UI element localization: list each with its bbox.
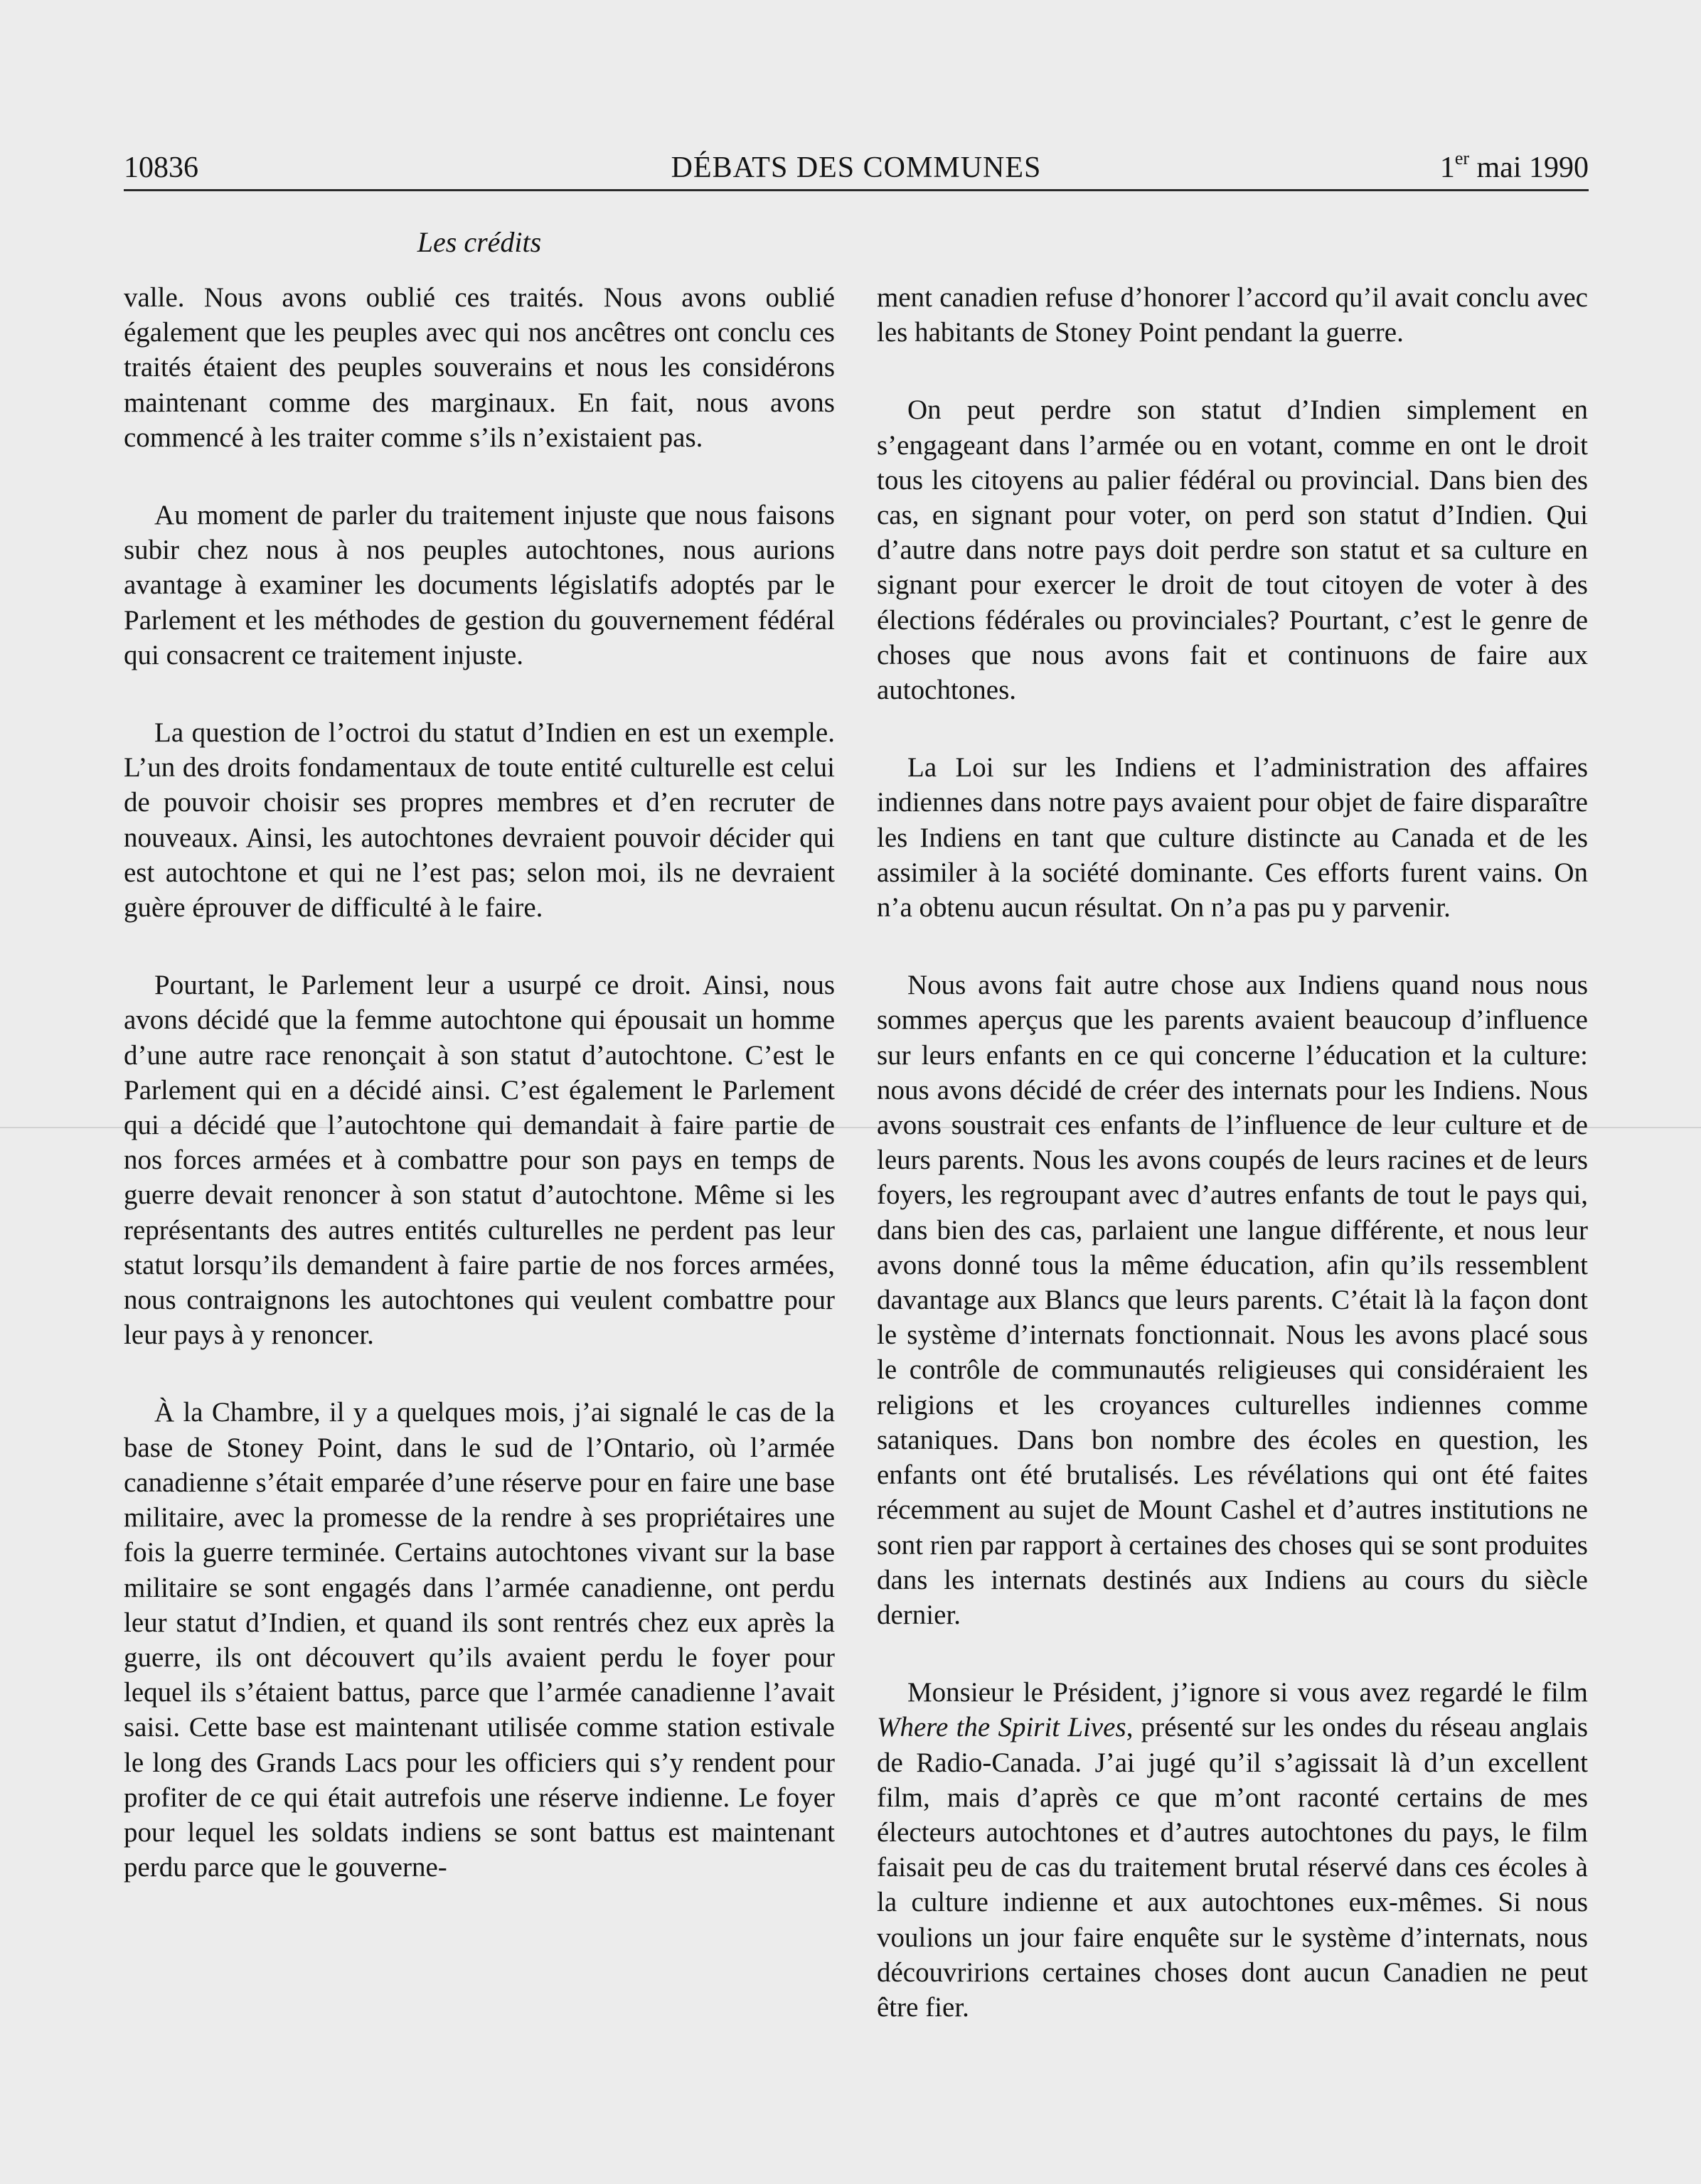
paragraph: ment canadien refuse d’honorer l’accord qu’il avait conclu avec les habitants de Stoney Point pendant la guerre. [877, 282, 1588, 348]
section-title: Les crédits [417, 226, 542, 258]
paragraph-text: Monsieur le Président, j’ignore si vous avez regardé le film [907, 1677, 1588, 1708]
paragraph-text: , présenté sur les ondes du réseau anglais de Radio-Canada. J’ai jugé qu’il s’agissait là d’un excellent film, mais d’après ce que m’ont raconté certains de mes électeurs autochtones et d’autres autochtones du pays, le film faisait peu de cas du traitement brutal réservé dans ces écoles à la culture indienne et aux autochtones eux-mêmes. Si nous voulions un jour faire enquête sur le système d’internats, nous découvririons certaines choses dont aucun Canadien ne peut être fier. [877, 1712, 1589, 2023]
film-title: Where the Spirit Lives [877, 1712, 1126, 1743]
date-month-year: mai 1990 [1469, 151, 1589, 184]
page-number: 10836 [124, 151, 198, 184]
paragraph: Pourtant, le Parlement leur a usurpé ce droit. Ainsi, nous avons décidé que la femme autochtone qui épousait un homme d’une autre race renonçait à son statut d’autochtone. C’est le Parlement qui en a décidé ainsi. C’est également le Parlement qui a décidé que l’autochtone qui demandait à faire partie de nos forces armées et à combattre pour son pays en temps de guerre devait renoncer à son statut d’autochtone. Même si les représentants des autres entités culturelles ne perdent pas leur statut lorsqu’ils demandent à faire partie de nos forces armées, nous contraignons les autochtones qui veulent combattre pour leur pays à y renoncer. [124, 970, 835, 1351]
paragraph: La question de l’octroi du statut d’Indien en est un exemple. L’un des droits fondamentaux de toute entité culturelle est celui de pouvoir choisir ses propres membres et d’en recruter de nouveaux. Ainsi, les autochtones devraient pouvoir décider qui est autochtone et qui ne l’est pas; selon moi, ils ne devraient guère éprouver de difficulté à le faire. [124, 717, 835, 924]
date-superscript: er [1454, 148, 1470, 168]
paragraph: À la Chambre, il y a quelques mois, j’ai signalé le cas de la base de Stoney Point, dans le sud de l’Ontario, où l’armée canadienne s’était emparée d’une réserve pour en faire une base militaire, avec la promesse de la rendre à ses propriétaires une fois la guerre terminée. Certains autochtones vivant sur la base militaire se sont engagés dans l’armée canadienne, ont perdu leur statut d’Indien, et quand ils sont rentrés chez eux après la guerre, ils ont découvert qu’ils avaient perdu le foyer pour lequel ils s’étaient battus, parce que l’armée canadienne l’avait saisi. Cette base est maintenant utilisée comme station estivale le long des Grands Lacs pour les officiers qui s’y rendent pour profiter de ce qui était autrefois une réserve indienne. Le foyer pour lequel les soldats indiens se sont battus est maintenant perdu parce que le gouverne- [124, 1397, 835, 1883]
paragraph: La Loi sur les Indiens et l’administration des affaires indiennes dans notre pays avaient pour objet de faire disparaître les Indiens en tant que culture distincte au Canada et de les assimiler à la société dominante. Ces efforts furent vains. On n’a obtenu aucun résultat. On n’a pas pu y parvenir. [877, 752, 1588, 924]
paragraph: valle. Nous avons oublié ces traités. Nous avons oublié également que les peuples avec qui nos ancêtres ont conclu ces traités étaient des peuples souverains et nous les considérons maintenant comme des marginaux. En fait, nous avons commencé à les traiter comme s’ils n’existaient pas. [124, 282, 835, 453]
paragraph: Nous avons fait autre chose aux Indiens quand nous nous sommes aperçus que les parents avaient beaucoup d’influence sur leurs enfants en ce qui concerne l’éducation et la culture: nous avons décidé de créer des internats pour les Indiens. Nous avons soustrait ces enfants de l’influence de leur culture et de leurs parents. Nous les avons coupés de leurs racines et de leurs foyers, les regroupant avec d’autres enfants de tout le pays qui, dans bien des cas, parlaient une langue différente, et nous leur avons donné tous la même éducation, afin qu’ils ressemblent davantage aux Blancs que leurs parents. C’était là la façon dont le système d’internats fonctionnait. Nous les avons placé sous le contrôle de communautés religieuses qui considéraient les religions et les croyances culturelles indiennes comme sataniques. Dans bon nombre des écoles en question, les enfants ont été brutalisés. Les révélations qui ont été faites récemment au sujet de Mount Cashel et d’autres institutions ne sont rien par rapport à certaines des choses qui se sont produites dans les internats destinés aux Indiens au cours du siècle dernier. [877, 970, 1588, 1630]
paragraph [877, 1675, 1588, 2025]
left-column [124, 280, 835, 1885]
paragraph: Au moment de parler du traitement injuste que nous faisons subir chez nous à nos peuples autochtones, nous aurions avantage à examiner les documents législatifs adoptés par le Parlement et les méthodes de gestion du gouvernement fédéral qui consacrent ce traitement injuste. [124, 500, 835, 670]
date-day: 1 [1439, 151, 1455, 184]
paragraph: On peut perdre son statut d’Indien simplement en s’engageant dans l’armée ou en votant, comme en ont le droit tous les citoyens au palier fédéral ou provincial. Dans bien des cas, en signant pour voter, on perd son statut d’Indien. Qui d’autre dans notre pays doit perdre son statut et sa culture en signant pour exercer le droit de tout citoyen de voter à des élections fédérales ou provinciales? Pourtant, c’est le genre de choses que nous avons fait et continuons de faire aux autochtones. [877, 395, 1588, 706]
right-column [877, 280, 1588, 2025]
journal-title: DÉBATS DES COMMUNES [671, 151, 1042, 184]
page-header [124, 146, 1589, 191]
header-date [1440, 146, 1589, 189]
